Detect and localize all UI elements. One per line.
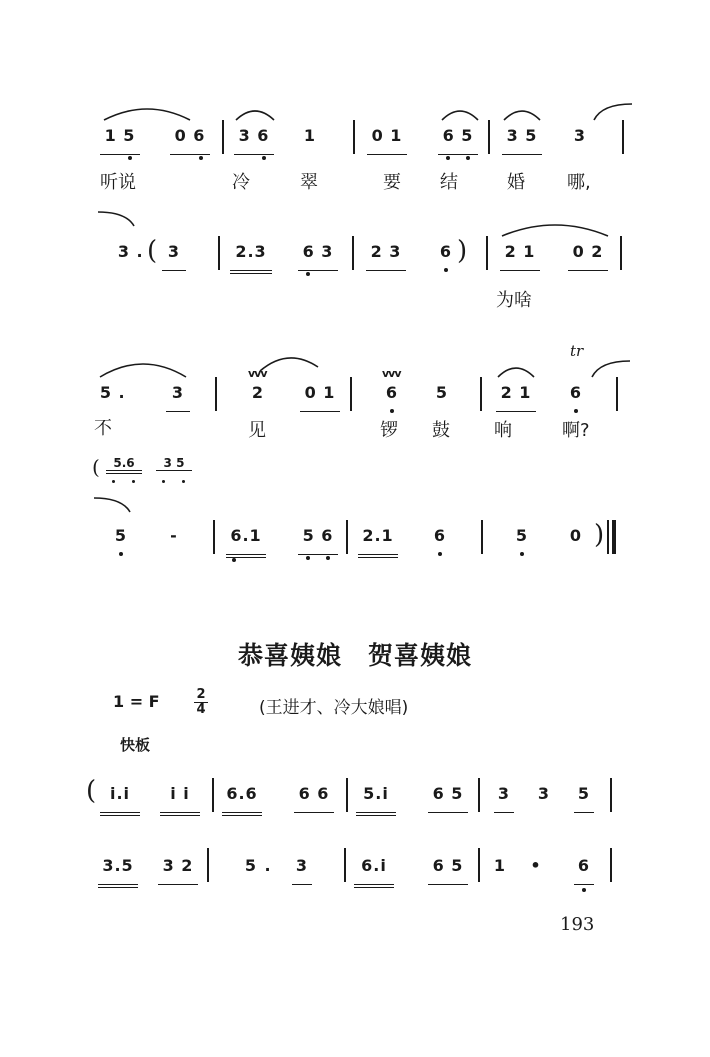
close-paren: ) bbox=[457, 236, 468, 266]
barline bbox=[481, 520, 483, 554]
barline bbox=[486, 236, 488, 270]
barline bbox=[346, 778, 348, 812]
note: 6 bbox=[439, 242, 453, 261]
dot-below bbox=[262, 156, 266, 160]
lyric: 翠 bbox=[300, 172, 318, 193]
lyric: 响 bbox=[494, 420, 512, 441]
staff-row-2 bbox=[0, 234, 710, 274]
song-title: 恭喜姨娘 贺喜姨娘 bbox=[237, 641, 472, 670]
meter-bottom: 4 bbox=[196, 702, 206, 717]
staff-row-5 bbox=[0, 776, 710, 816]
note: 6 6 bbox=[294, 782, 334, 813]
note: 6.i bbox=[354, 854, 394, 888]
staff-row-1 bbox=[0, 118, 710, 158]
lyric: 见 bbox=[248, 420, 266, 441]
note: 6.6 bbox=[222, 782, 262, 816]
slur bbox=[98, 359, 188, 381]
page-number: 193 bbox=[560, 914, 595, 935]
slur-tie-out bbox=[592, 102, 634, 122]
dot: . bbox=[118, 383, 126, 402]
note: 3 bbox=[117, 242, 131, 261]
dot: . bbox=[264, 856, 272, 875]
lyric: 冷 bbox=[232, 172, 250, 193]
tempo-marking: 快板 bbox=[120, 736, 151, 754]
dot-below bbox=[132, 480, 135, 483]
dot-below bbox=[112, 480, 115, 483]
note: 2 1 bbox=[500, 240, 540, 271]
note: 0 6 bbox=[170, 124, 210, 155]
dot-below bbox=[182, 480, 185, 483]
lyric: 结 bbox=[440, 172, 458, 193]
note: 5 bbox=[435, 383, 449, 402]
note: 1 bbox=[493, 856, 507, 875]
note: 6 5 bbox=[428, 782, 468, 813]
note: 2 bbox=[251, 383, 265, 402]
slur bbox=[440, 106, 480, 124]
key-signature: 1 = F bbox=[113, 692, 160, 711]
note: 3 bbox=[573, 126, 587, 145]
barline bbox=[620, 236, 622, 270]
note: i.i bbox=[100, 782, 140, 816]
dot-below bbox=[326, 556, 330, 560]
dot-below bbox=[444, 268, 448, 272]
barline bbox=[213, 520, 215, 554]
note: 2.3 bbox=[230, 240, 272, 274]
note: 5.i bbox=[356, 782, 396, 816]
dot-below bbox=[306, 272, 310, 276]
barline bbox=[207, 848, 209, 882]
note: 2 3 bbox=[366, 240, 406, 271]
barline bbox=[346, 520, 348, 554]
note: 3.5 bbox=[98, 854, 138, 888]
lyric: 听说 bbox=[100, 172, 136, 193]
note: i i bbox=[160, 782, 200, 816]
note: 5 bbox=[114, 526, 128, 545]
note: 3 5 bbox=[502, 124, 542, 155]
trill-mark: tr bbox=[570, 342, 584, 360]
barline bbox=[212, 778, 214, 812]
barline bbox=[610, 778, 612, 812]
slur-tie-in bbox=[92, 494, 134, 516]
barline bbox=[478, 778, 480, 812]
lyric: 不 bbox=[94, 418, 112, 439]
dot-below bbox=[438, 552, 442, 556]
note: 2.1 bbox=[358, 524, 398, 558]
barline bbox=[218, 236, 220, 270]
singers-note: (王进才、冷大娘唱) bbox=[259, 698, 409, 718]
barline bbox=[480, 377, 482, 411]
note: 5 bbox=[515, 526, 529, 545]
slur bbox=[500, 220, 610, 240]
note: 6 3 bbox=[298, 240, 338, 271]
note: 3 6 bbox=[234, 124, 274, 155]
barline bbox=[622, 120, 624, 154]
note: 5 6 bbox=[298, 524, 338, 555]
note: 2 1 bbox=[496, 381, 536, 412]
note: 5 bbox=[99, 383, 113, 402]
dot-below bbox=[162, 480, 165, 483]
note: 0 1 bbox=[300, 381, 340, 412]
open-paren: ( bbox=[86, 776, 97, 806]
note: 6 bbox=[433, 526, 447, 545]
dash: - bbox=[170, 526, 178, 545]
note: 6 5 bbox=[428, 854, 468, 885]
dot-below bbox=[466, 156, 470, 160]
slur bbox=[258, 353, 320, 375]
note: 3 5 bbox=[156, 456, 192, 471]
dot-below bbox=[446, 156, 450, 160]
dot-below bbox=[582, 888, 586, 892]
dot: . bbox=[136, 242, 144, 261]
staff-row-4 bbox=[0, 518, 710, 558]
note: 1 bbox=[303, 126, 317, 145]
note: 3 bbox=[292, 854, 312, 885]
dot-below bbox=[128, 156, 132, 160]
barline bbox=[353, 120, 355, 154]
barline bbox=[610, 848, 612, 882]
note: 5 bbox=[244, 856, 258, 875]
close-paren: ) bbox=[594, 520, 605, 550]
open-paren: ( bbox=[147, 236, 158, 266]
barline bbox=[344, 848, 346, 882]
lyric: 鼓 bbox=[432, 420, 450, 441]
barline bbox=[478, 848, 480, 882]
note: 3 2 bbox=[158, 854, 198, 885]
slur-tie-in bbox=[96, 208, 138, 230]
barline bbox=[222, 120, 224, 154]
note: 3 bbox=[537, 784, 551, 803]
staff-row-3 bbox=[0, 367, 710, 415]
note: 0 1 bbox=[367, 124, 407, 155]
barline bbox=[616, 377, 618, 411]
lyric: 啊? bbox=[562, 420, 590, 441]
slur bbox=[102, 104, 192, 124]
staff-row-6 bbox=[0, 848, 710, 888]
slur bbox=[502, 106, 542, 124]
time-signature bbox=[194, 688, 208, 717]
note: 3 bbox=[166, 381, 190, 412]
note: 3 bbox=[494, 782, 514, 813]
lyric: 要 bbox=[383, 172, 401, 193]
slur bbox=[496, 363, 536, 381]
dot-below bbox=[520, 552, 524, 556]
note: 0 bbox=[569, 526, 583, 545]
note: 6.1 bbox=[226, 524, 266, 558]
final-barline bbox=[612, 520, 616, 554]
dot-below bbox=[199, 156, 203, 160]
slur-tie-out bbox=[590, 359, 632, 379]
mordent-mark: vvv bbox=[248, 367, 267, 380]
note: 6 bbox=[385, 383, 399, 402]
open-paren: ( bbox=[92, 455, 100, 479]
note: 5.6 bbox=[106, 456, 142, 474]
note: 6 bbox=[569, 383, 583, 402]
dot-below bbox=[574, 409, 578, 413]
lyric: 为啥 bbox=[496, 290, 532, 311]
barline bbox=[215, 377, 217, 411]
dot-below bbox=[119, 552, 123, 556]
lyric: 婚 bbox=[507, 172, 525, 193]
meter-top: 2 bbox=[194, 688, 208, 703]
slur bbox=[234, 106, 276, 124]
note: 6 bbox=[574, 854, 594, 885]
mordent-mark: vvv bbox=[382, 367, 401, 380]
dot: • bbox=[530, 856, 542, 875]
dot-below bbox=[232, 558, 236, 562]
dot-below bbox=[306, 556, 310, 560]
note: 3 bbox=[162, 240, 186, 271]
lyric: 哪, bbox=[567, 172, 591, 193]
barline bbox=[350, 377, 352, 411]
barline bbox=[488, 120, 490, 154]
barline bbox=[352, 236, 354, 270]
dot-below bbox=[390, 409, 394, 413]
lyric: 锣 bbox=[380, 420, 398, 441]
note: 1 5 bbox=[100, 124, 140, 155]
note: 0 2 bbox=[568, 240, 608, 271]
barline bbox=[607, 520, 609, 554]
note: 6 5 bbox=[438, 124, 478, 155]
note: 5 bbox=[574, 782, 594, 813]
